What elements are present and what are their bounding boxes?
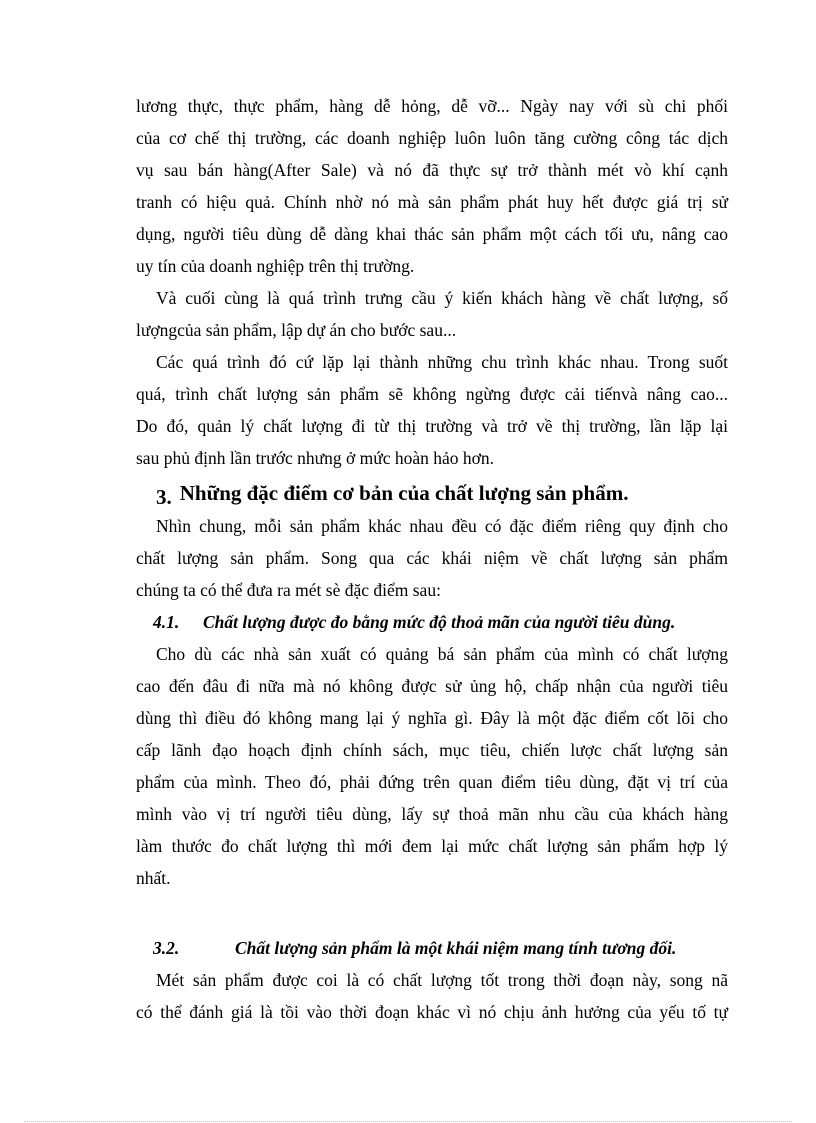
text-line: Các quá trình đó cứ lặp lại thành những chu trình khác nhau. Trong suốt [156,352,728,372]
subsection-title: Chất lượng được đo bằng mức độ thoả mãn của người tiêu dùng. [203,612,676,632]
spacer [136,894,728,932]
paragraph [136,90,728,282]
text-line: dùng thì điều đó không mang lại ý nghĩa gì. Đây là một đặc điểm cốt lõi cho [136,708,728,728]
paragraph [136,346,728,474]
document-page [136,90,728,1028]
text-line: có thể đánh giá là tồi vào thời đoạn khác vì nó chịu ảnh hưởng của yếu tố tự [136,1002,728,1022]
text-line: vụ sau bán hàng(After Sale) và nó đã thực sự trở thành mét vò khí cạnh [136,160,728,180]
text-line: uy tín của doanh nghiệp trên thị trường. [136,256,415,276]
text-line: phẩm của mình. Theo đó, phải đứng trên quan điểm tiêu dùng, đặt vị trí của [136,772,728,792]
subsection-number: 3.2. [153,938,180,958]
subsection-title: Chất lượng sản phẩm là một khái niệm mang tính tương đối. [235,938,677,958]
page-bottom-rule [24,1121,792,1122]
text-line: chất lượng sản phẩm. Song qua các khái niệm về chất lượng sản phẩm [136,548,728,568]
text-line: Do đó, quản lý chất lượng đi từ thị trường và trở về thị trường, lần lặp lại [136,416,728,436]
text-line: lương thực, thực phẩm, hàng dễ hỏng, dễ vỡ... Ngày nay với sù chi phối [136,96,728,116]
paragraph [136,510,728,606]
paragraph [136,638,728,894]
text-line: sau phủ định lần trước nhưng ở mức hoàn hảo hơn. [136,448,495,468]
text-line: làm thước đo chất lượng thì mới đem lại mức chất lượng sản phẩm hợp lý [136,836,728,856]
text-line: dụng, người tiêu dùng dễ dàng khai thác sản phẩm một cách tối ưu, nâng cao [136,224,728,244]
section-number: 3. [156,485,172,509]
text-line: Mét sản phẩm được coi là có chất lượng tốt trong thời đoạn này, song nã [156,970,728,990]
text-line: Cho dù các nhà sản xuất có quảng bá sản phẩm của mình có chất lượng [156,644,728,664]
text-line: Nhìn chung, mỗi sản phẩm khác nhau đều có đặc điểm riêng quy định cho [156,516,728,536]
text-line: chúng ta có thể đưa ra mét sè đặc điểm sau: [136,580,441,600]
text-line: quá, trình chất lượng sản phẩm sẽ không ngừng được cải tiếnvà nâng cao... [136,384,728,404]
subsection-number: 4.1. [153,612,180,632]
text-line: nhất. [136,868,171,888]
section-heading [136,476,728,510]
text-line: của cơ chế thị trường, các doanh nghiệp luôn luôn tăng cường công tác dịch [136,128,728,148]
paragraph [136,964,728,1028]
text-line: mình vào vị trí người tiêu dùng, lấy sự thoả mãn nhu cầu của khách hàng [136,804,728,824]
text-line: lượngcủa sản phẩm, lập dự án cho bước sau... [136,320,457,340]
subsection-heading [136,932,728,964]
subsection-heading [136,606,728,638]
paragraph [136,282,728,346]
text-line: tranh có hiệu quả. Chính nhờ nó mà sản phẩm phát huy hết được giá trị sử [136,192,728,212]
section-title: Những đặc điểm cơ bản của chất lượng sản phẩm. [179,481,629,505]
text-line: cao đến đâu đi nữa mà nó không được sử ủng hộ, chấp nhận của người tiêu [136,676,728,696]
text-line: cấp lãnh đạo hoạch định chính sách, mục tiêu, chiến lược chất lượng sản [136,740,728,760]
text-line: Và cuối cùng là quá trình trưng cầu ý kiến khách hàng về chất lượng, số [156,288,728,308]
